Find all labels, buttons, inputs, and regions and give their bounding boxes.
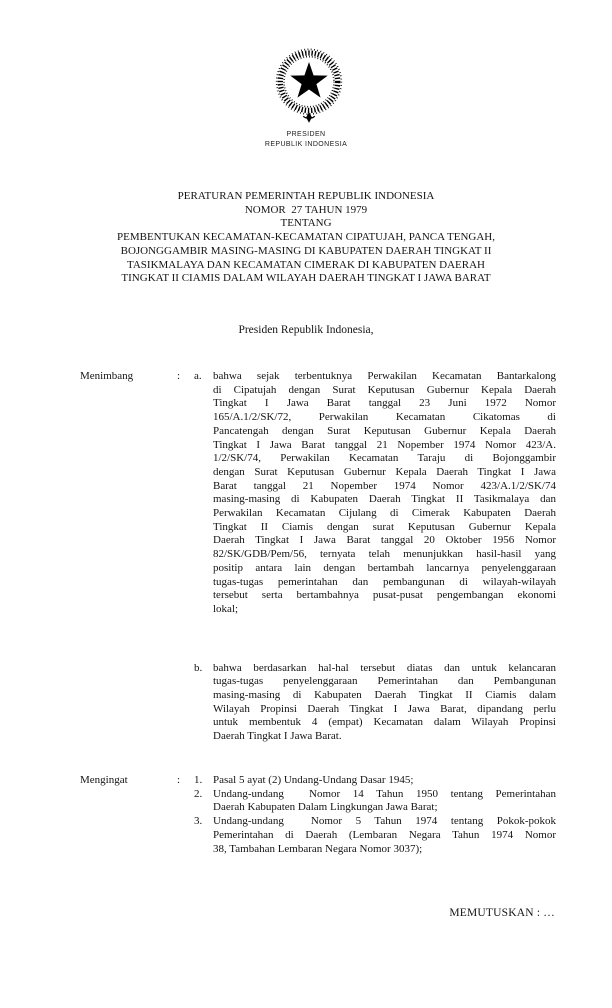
text-line: masing-masing di Kabupaten Daerah Tingkat II Ciamis dalam: [213, 689, 556, 702]
legal-basis-section: [80, 774, 556, 856]
text-line: 38, Tambahan Lembaran Negara Nomor 3037);: [213, 842, 423, 855]
item-marker: 1.: [194, 774, 203, 786]
agency-name-line1: PRESIDEN: [286, 131, 326, 138]
item-text: [213, 370, 556, 617]
consideration-item-a: [194, 370, 556, 617]
text-line: tersebut serta bertambahnya pusat-pusat pengembangan ekonomi: [213, 589, 556, 602]
legal-basis-item-1: [194, 774, 556, 788]
text-line: Undang-undang Nomor 14 Tahun 1950 tentang Pemerintahan: [213, 787, 556, 800]
text-line: 1/2/SK/74, Perwakilan Kecamatan Taraju di Bojonggambir: [213, 452, 556, 465]
text-line: bahwa berdasarkan hal-hal tersebut diatas dan untuk kelancaran: [213, 661, 556, 674]
text-line: di Cipatujah dengan Surat Keputusan Gubernur Kepala Daerah: [213, 383, 556, 396]
text-line: tugas-tugas penyelenggaraan Pemerintahan dan Pembangunan: [213, 675, 556, 688]
text-line: Daerah Tingkat I Jawa Barat.: [213, 730, 342, 743]
item-text: [213, 662, 556, 744]
text-line: positip antara lain dengan bertambah lancarnya penyelenggaraan: [213, 561, 556, 574]
text-line: 165/A.1/2/SK/72, Perwakilan Kecamatan Cikatomas di: [213, 411, 556, 424]
text-line: Pancatengah dengan Surat Keputusan Gubernur Kepala Daerah: [213, 424, 556, 437]
legal-basis-item-3: [194, 815, 556, 856]
text-line: PEMBENTUKAN KECAMATAN-KECAMATAN CIPATUJAH, PANCA TENGAH,: [117, 231, 495, 244]
item-text: [213, 788, 556, 815]
consideration-item-b: [194, 662, 556, 744]
text-line: Daerah Kabupaten Dalam Lingkungan Jawa Barat;: [213, 801, 438, 814]
item-marker: 3.: [194, 815, 203, 828]
agency-name-line2: REPUBLIK INDONESIA: [264, 141, 348, 148]
legal-basis-item-2: [194, 788, 556, 815]
text-line: TINGKAT II CIAMIS DALAM WILAYAH DAERAH TINGKAT I JAWA BARAT: [121, 272, 491, 285]
text-line: TASIKMALAYA DAN KECAMATAN CIMERAK DI KABUPATEN DAERAH: [127, 258, 485, 271]
text-line: Tingkat I Jawa Barat tanggal 23 Juni 1972 Nomor: [213, 397, 556, 410]
item-text: [213, 774, 556, 788]
legal-basis-label: Mengingat: [80, 774, 128, 786]
considerations-items: [194, 370, 556, 744]
text-line: tugas-tugas pemerintahan dan pembangunan di wilayah-wilayah: [213, 575, 556, 588]
salutation: Presiden Republik Indonesia,: [238, 324, 374, 336]
text-line: Wilayah Propinsi Daerah Tingkat I Jawa Barat, dipandang perlu: [213, 702, 556, 715]
text-line: Barat tanggal 21 Nopember 1974 Nomor 423/A.1/2/SK/74: [213, 479, 556, 492]
item-text: [213, 815, 556, 856]
considerations-separator: :: [177, 370, 181, 382]
legal-basis-items: [194, 774, 556, 856]
text-line: PERATURAN PEMERINTAH REPUBLIK INDONESIA: [177, 190, 435, 202]
text-line: bahwa sejak terbentuknya Perwakilan Kecamatan Bantarkalong: [213, 370, 556, 382]
star-icon: [290, 62, 327, 98]
text-line: masing-masing di Kabupaten Daerah Tingkat II Tasikmalaya dan: [213, 493, 556, 506]
text-line: Daerah Tingkat I Jawa Barat tanggal 20 Oktober 1956 Nomor: [213, 534, 556, 547]
considerations-section: [80, 370, 556, 744]
text-line: Tingkat II Ciamis dengan surat Keputusan Gubernur Kepala: [213, 520, 556, 533]
considerations-label: Menimbang: [80, 370, 134, 382]
text-line: Perwakilan Kecamatan Cijulang di Cimerak Kabupaten Daerah: [213, 507, 556, 520]
item-marker: a.: [194, 370, 202, 382]
item-marker: b.: [194, 661, 203, 674]
decides-catchword: MEMUTUSKAN : …: [449, 907, 555, 919]
text-line: BOJONGGAMBIR MASING-MASING DI KABUPATEN DAERAH TINGKAT II: [120, 244, 492, 257]
text-line: TENTANG: [280, 217, 332, 230]
presidential-seal-icon: [268, 44, 350, 126]
legal-basis-separator: :: [177, 774, 181, 786]
item-marker: 2.: [194, 787, 203, 800]
ribbon-icon: [303, 113, 314, 122]
regulation-title: [40, 190, 572, 286]
text-line: Pasal 5 ayat (2) Undang-Undang Dasar 1945;: [213, 774, 414, 786]
text-line: 82/SK/GDB/Pem/56, ternyata telah menunjukkan hasil-hasil yang: [213, 548, 556, 561]
text-line: Undang-undang Nomor 5 Tahun 1974 tentang Pokok-pokok: [213, 815, 556, 828]
text-line: lokal;: [213, 602, 239, 615]
text-line: NOMOR 27 TAHUN 1979: [244, 203, 368, 216]
text-line: Tingkat I Jawa Barat tanggal 21 Nopember 1974 Nomor 423/A.: [213, 438, 556, 451]
text-line: dengan Surat Keputusan Gubernur Kepala Daerah Tingkat I Jawa: [213, 465, 556, 478]
text-line: Pemerintahan di Daerah (Lembaran Negara Tahun 1974 Nomor: [213, 828, 556, 841]
text-line: untuk membentuk 4 (empat) Kecamatan dalam Wilayah Propinsi: [213, 716, 556, 729]
